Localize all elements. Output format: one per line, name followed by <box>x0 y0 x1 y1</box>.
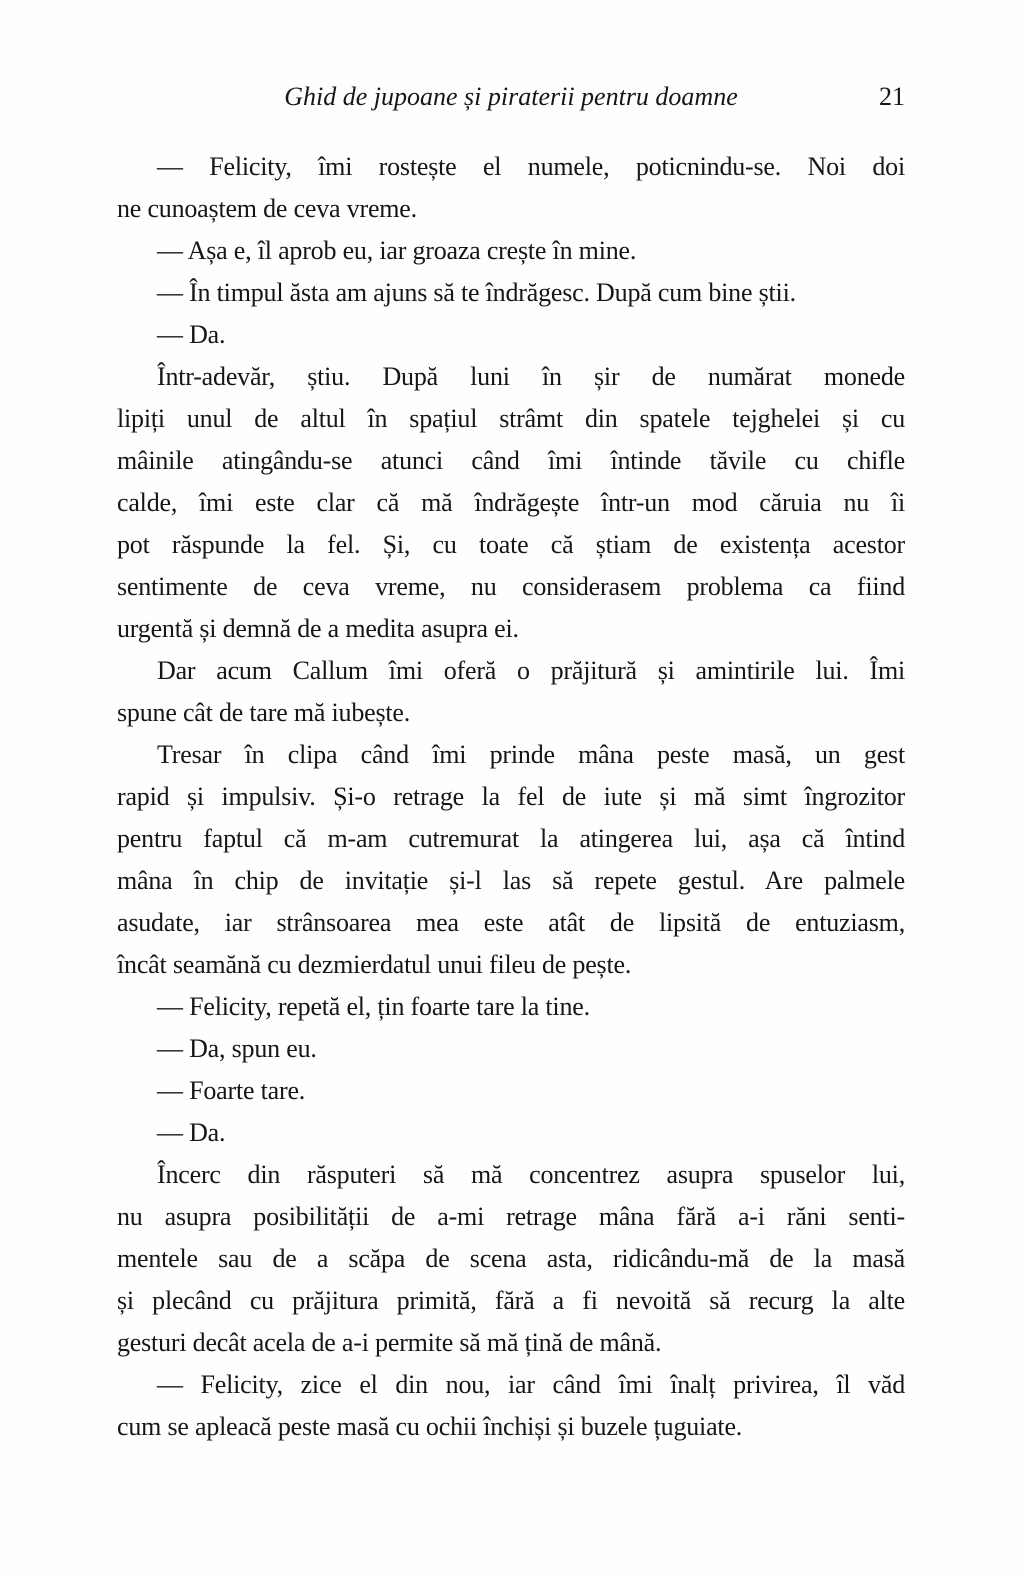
text-line: — În timpul ăsta am ajuns să te îndrăgesc. După cum bine știi. <box>157 278 796 307</box>
paragraph <box>117 314 905 356</box>
paragraph <box>117 272 905 314</box>
text-line: nu asupra posibilității de a-mi retrage mâna fără a-i răni senti- <box>117 1202 905 1231</box>
text-line: rapid și impulsiv. Și-o retrage la fel de iute și mă simt îngrozitor <box>117 782 905 811</box>
text-line: urgentă și demnă de a medita asupra ei. <box>117 614 519 643</box>
text-line: calde, îmi este clar că mă îndrăgește într-un mod căruia nu îi <box>117 488 905 517</box>
running-header <box>117 80 905 114</box>
paragraph <box>117 146 905 230</box>
paragraph <box>117 986 905 1028</box>
text-line: Dar acum Callum îmi oferă o prăjitură și amintirile lui. Îmi <box>157 656 905 685</box>
text-line: — Felicity, îmi rostește el numele, poticnindu-se. Noi doi <box>157 152 905 181</box>
paragraph <box>117 734 905 986</box>
text-line: cum se apleacă peste masă cu ochii închiși și buzele țuguiate. <box>117 1412 743 1441</box>
body-text <box>117 146 905 1448</box>
paragraph <box>117 1070 905 1112</box>
text-line: asudate, iar strânsoarea mea este atât de lipsită de entuziasm, <box>117 908 905 937</box>
paragraph <box>117 1028 905 1070</box>
text-line: gesturi decât acela de a-i permite să mă țină de mână. <box>117 1328 662 1357</box>
text-line: pentru faptul că m-am cutremurat la atingerea lui, așa că întind <box>117 824 905 853</box>
paragraph <box>117 1154 905 1364</box>
paragraph <box>117 1112 905 1154</box>
text-line: — Foarte tare. <box>157 1076 306 1105</box>
text-line: mâinile atingându-se atunci când îmi întinde tăvile cu chifle <box>117 446 905 475</box>
text-line: sentimente de ceva vreme, nu considerasem problema ca fiind <box>117 572 905 601</box>
paragraph <box>117 356 905 650</box>
text-line: Încerc din răsputeri să mă concentrez asupra spuselor lui, <box>157 1160 905 1189</box>
text-line: ne cunoaștem de ceva vreme. <box>117 194 417 223</box>
paragraph <box>117 650 905 734</box>
text-line: — Felicity, repetă el, țin foarte tare la tine. <box>157 992 590 1021</box>
running-header-title: Ghid de jupoane și piraterii pentru doamne <box>284 82 738 111</box>
text-line: mâna în chip de invitație și-l las să repete gestul. Are palmele <box>117 866 905 895</box>
text-line: și plecând cu prăjitura primită, fără a fi nevoită să recurg la alte <box>117 1286 905 1315</box>
text-line: spune cât de tare mă iubește. <box>117 698 411 727</box>
text-line: Tresar în clipa când îmi prinde mâna peste masă, un gest <box>157 740 905 769</box>
text-line: încât seamănă cu dezmierdatul unui fileu de pește. <box>117 950 632 979</box>
text-line: pot răspunde la fel. Și, cu toate că știam de existența acestor <box>117 530 905 559</box>
paragraph <box>117 1364 905 1448</box>
text-line: mentele sau de a scăpa de scena asta, ridicându-mă de la masă <box>117 1244 905 1273</box>
text-line: — Da. <box>157 1118 226 1147</box>
text-line: — Da. <box>157 320 226 349</box>
text-line: Într-adevăr, știu. După luni în șir de numărat monede <box>157 362 905 391</box>
page-number: 21 <box>879 82 905 111</box>
text-line: lipiți unul de altul în spațiul strâmt din spatele tejghelei și cu <box>117 404 905 433</box>
text-line: — Așa e, îl aprob eu, iar groaza crește în mine. <box>157 236 637 265</box>
paragraph <box>117 230 905 272</box>
text-line: — Da, spun eu. <box>157 1034 317 1063</box>
text-line: — Felicity, zice el din nou, iar când îmi înalț privirea, îl văd <box>157 1370 905 1399</box>
